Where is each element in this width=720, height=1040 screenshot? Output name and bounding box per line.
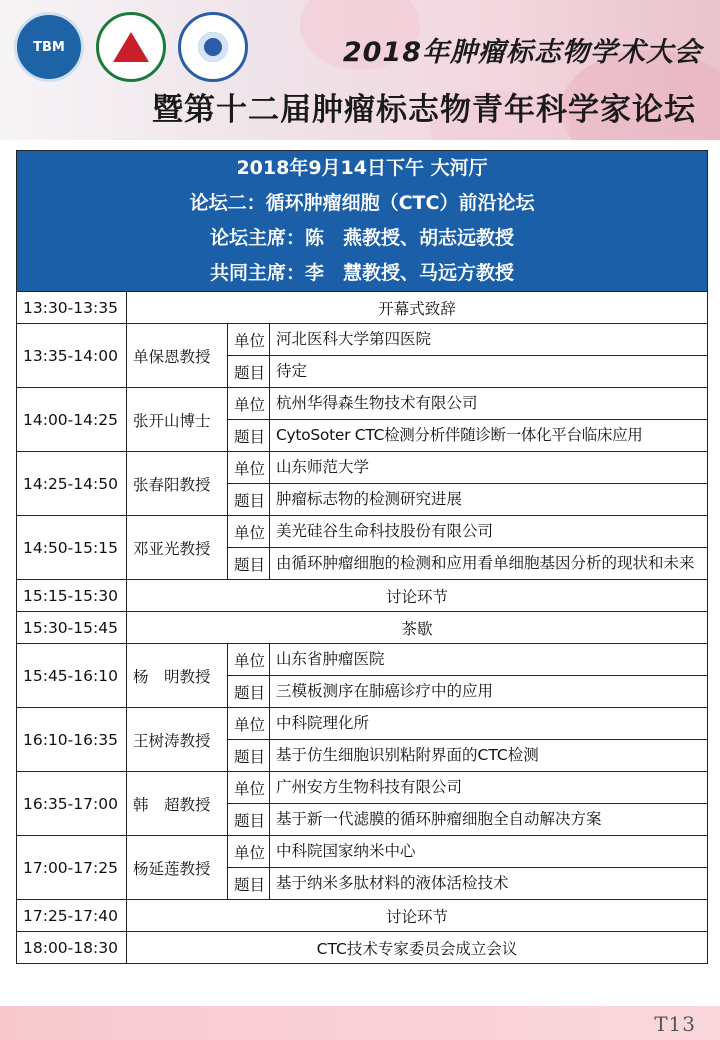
table-row [17, 580, 708, 612]
table-row [17, 516, 708, 548]
topic-value: 基于纳米多肽材料的液体活检技术 [270, 868, 708, 900]
unit-value: 山东省肿瘤医院 [270, 644, 708, 676]
unit-value: 中科院理化所 [270, 708, 708, 740]
association-emblem-icon [198, 32, 228, 62]
unit-label: 单位 [228, 516, 270, 548]
event-cell: 开幕式致辞 [127, 292, 708, 324]
session-chairs: 论坛主席：陈 燕教授、胡志远教授 [210, 227, 515, 249]
time-cell: 15:30-15:45 [17, 612, 127, 644]
university-emblem-icon [113, 32, 149, 62]
time-cell: 18:00-18:30 [17, 932, 127, 964]
unit-value: 山东师范大学 [270, 452, 708, 484]
table-row [17, 772, 708, 804]
time-cell: 13:30-13:35 [17, 292, 127, 324]
speaker-cell: 张春阳教授 [127, 452, 228, 516]
table-row [17, 708, 708, 740]
table-row [17, 900, 708, 932]
topic-value: 三模板测序在肺癌诊疗中的应用 [270, 676, 708, 708]
unit-label: 单位 [228, 324, 270, 356]
topic-label: 题目 [228, 420, 270, 452]
unit-value: 广州安方生物科技有限公司 [270, 772, 708, 804]
topic-label: 题目 [228, 548, 270, 580]
session-co-chairs: 共同主席：李 慧教授、马远方教授 [210, 262, 515, 284]
table-row [17, 292, 708, 324]
table-row [17, 836, 708, 868]
speaker-cell: 张开山博士 [127, 388, 228, 452]
speaker-cell: 邓亚光教授 [127, 516, 228, 580]
topic-value: 基于新一代滤膜的循环肿瘤细胞全自动解决方案 [270, 804, 708, 836]
unit-value: 美光硅谷生命科技股份有限公司 [270, 516, 708, 548]
topic-value: CytoSoter CTC检测分析伴随诊断一体化平台临床应用 [270, 420, 708, 452]
time-cell: 15:15-15:30 [17, 580, 127, 612]
table-row [17, 324, 708, 356]
time-cell: 16:10-16:35 [17, 708, 127, 772]
speaker-cell: 韩 超教授 [127, 772, 228, 836]
unit-label: 单位 [228, 836, 270, 868]
unit-value: 中科院国家纳米中心 [270, 836, 708, 868]
speaker-cell: 王树涛教授 [127, 708, 228, 772]
session-forum-title: 论坛二：循环肿瘤细胞（CTC）前沿论坛 [189, 192, 535, 214]
unit-label: 单位 [228, 772, 270, 804]
topic-value: 基于仿生细胞识别粘附界面的CTC检测 [270, 740, 708, 772]
unit-label: 单位 [228, 644, 270, 676]
china-anti-cancer-association-logo [178, 12, 248, 82]
banner [0, 0, 720, 140]
table-row [17, 452, 708, 484]
unit-value: 杭州华得森生物技术有限公司 [270, 388, 708, 420]
session-header-row [17, 151, 708, 292]
page-number: T13 [654, 1012, 696, 1036]
topic-label: 题目 [228, 804, 270, 836]
session-header [17, 151, 708, 292]
topic-value: 肿瘤标志物的检测研究进展 [270, 484, 708, 516]
topic-label: 题目 [228, 356, 270, 388]
topic-label: 题目 [228, 868, 270, 900]
unit-label: 单位 [228, 388, 270, 420]
topic-value: 由循环肿瘤细胞的检测和应用看单细胞基因分析的现状和未来 [270, 548, 708, 580]
time-cell: 14:50-15:15 [17, 516, 127, 580]
table-row [17, 932, 708, 964]
time-cell: 14:00-14:25 [17, 388, 127, 452]
event-cell: 讨论环节 [127, 580, 708, 612]
topic-value: 待定 [270, 356, 708, 388]
zhengzhou-university-logo [96, 12, 166, 82]
schedule-sheet [0, 140, 720, 1006]
unit-label: 单位 [228, 708, 270, 740]
speaker-cell: 杨延莲教授 [127, 836, 228, 900]
time-cell: 15:45-16:10 [17, 644, 127, 708]
footer-strip [0, 1006, 720, 1040]
time-cell: 13:35-14:00 [17, 324, 127, 388]
conference-title: 2018年肿瘤标志物学术大会 [342, 37, 702, 68]
topic-label: 题目 [228, 676, 270, 708]
tbm-logo-text: TBM [33, 39, 65, 55]
event-cell: 讨论环节 [127, 900, 708, 932]
time-cell: 17:25-17:40 [17, 900, 127, 932]
speaker-cell: 杨 明教授 [127, 644, 228, 708]
unit-label: 单位 [228, 452, 270, 484]
time-cell: 16:35-17:00 [17, 772, 127, 836]
speaker-cell: 单保恩教授 [127, 324, 228, 388]
unit-value: 河北医科大学第四医院 [270, 324, 708, 356]
topic-label: 题目 [228, 484, 270, 516]
time-cell: 14:25-14:50 [17, 452, 127, 516]
event-cell: 茶歇 [127, 612, 708, 644]
tbm-logo [14, 12, 84, 82]
time-cell: 17:00-17:25 [17, 836, 127, 900]
session-datetime: 2018年9月14日下午 大河厅 [236, 157, 488, 179]
table-row [17, 388, 708, 420]
forum-subtitle: 暨第十二届肿瘤标志物青年科学家论坛 [152, 92, 696, 128]
topic-label: 题目 [228, 740, 270, 772]
table-row [17, 612, 708, 644]
table-row [17, 644, 708, 676]
event-cell: CTC技术专家委员会成立会议 [127, 932, 708, 964]
schedule-table [16, 150, 708, 964]
